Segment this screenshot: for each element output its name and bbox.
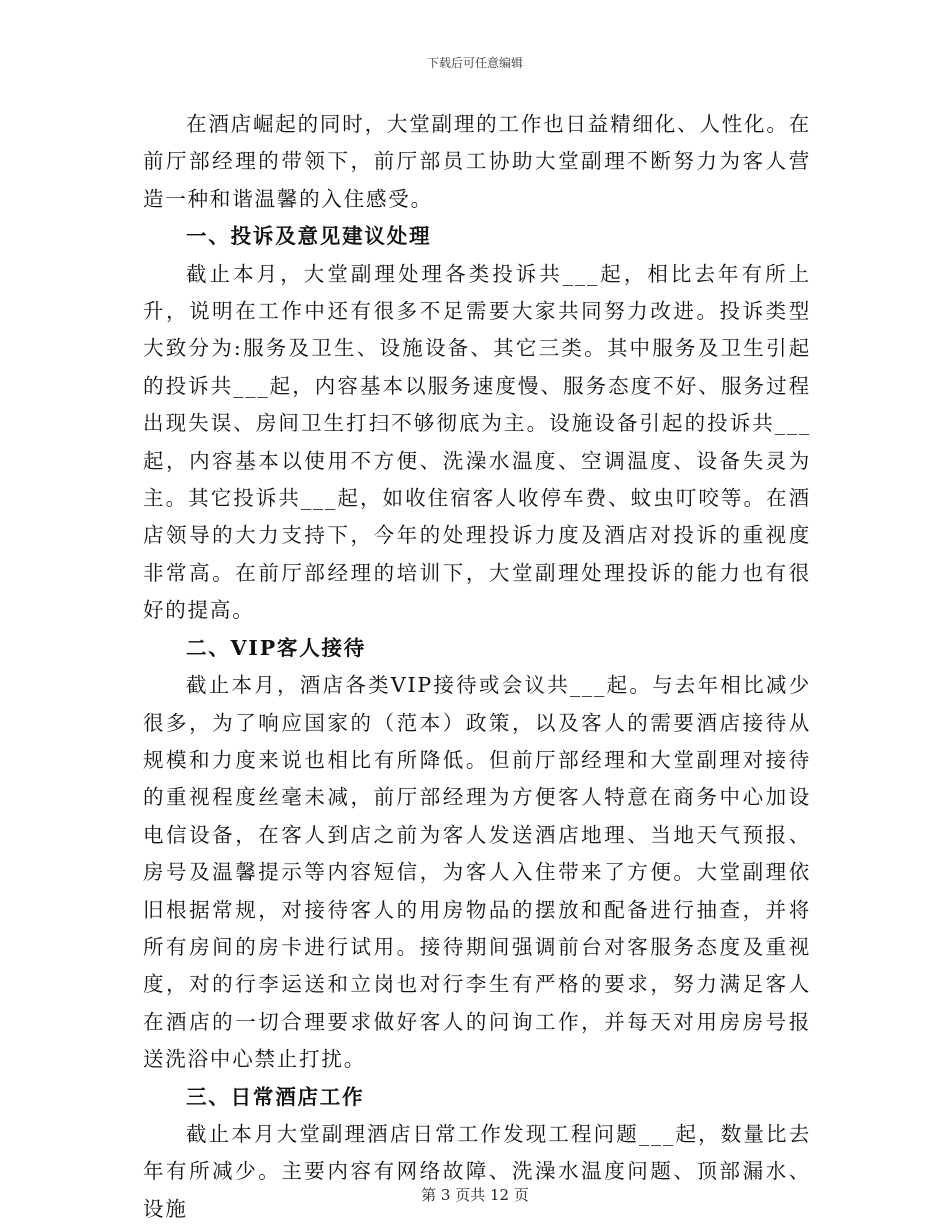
document-body bbox=[143, 106, 811, 1228]
section-text-complaints: 截止本月，大堂副理处理各类投诉共___起，相比去年有所上升，说明在工作中还有很多不足需要大家共同努力改进。投诉类型大致分为:服务及卫生、设施设备、其它三类。其中服务及卫生引起的投诉共___起，内容基本以服务速度慢、服务态度不好、服务过程出现失误、房间卫生打扫不够彻底为主。设施设备引起的投诉共___起，内容基本以使用不方便、洗澡水温度、空调温度、设备失灵为主。其它投诉共___起，如收住宿客人收停车费、蚊虫叮咬等。在酒店领导的大力支持下，今年的处理投诉力度及酒店对投诉的重视度非常高。在前厅部经理的培训下，大堂副理处理投诉的能力也有很好的提高。 bbox=[143, 261, 811, 623]
section-text-vip: 截止本月，酒店各类VIP接待或会议共___起。与去年相比减少很多，为了响应国家的（范本）政策，以及客人的需要酒店接待从规模和力度来说也相比有所降低。但前厅部经理和大堂副理对接待的重视程度丝毫未减，前厅部经理为方便客人特意在商务中心加设电信设备，在客人到店之前为客人发送酒店地理、当地天气预报、房号及温馨提示等内容短信，为客人入住带来了方便。大堂副理依旧根据常规，对接待客人的用房物品的摆放和配备进行抽查，并将所有房间的房卡进行试用。接待期间强调前台对客服务态度及重视度，对的行李运送和立岗也对行李生有严格的要求，努力满足客人在酒店的一切合理要求做好客人的问询工作，并每天对用房房号报送洗浴中心禁止打扰。 bbox=[143, 673, 811, 1072]
page-number-footer: 第 3 页共 12 页 bbox=[421, 1186, 529, 1204]
page-header-note: 下载后可任意编辑 bbox=[426, 56, 523, 70]
intro-paragraph: 在酒店崛起的同时，大堂副理的工作也日益精细化、人性化。在前厅部经理的带领下，前厅部员工协助大堂副理不断努力为客人营造一种和谐温馨的入住感受。 bbox=[143, 112, 811, 211]
section-heading-vip: 二、VIP客人接待 bbox=[186, 635, 367, 660]
section-heading-complaints: 一、投诉及意见建议处理 bbox=[186, 224, 432, 249]
section-text-daily-work: 截止本月大堂副理酒店日常工作发现工程问题___起，数量比去年有所减少。主要内容有网络故障、洗澡水温度问题、顶部漏水、设施 bbox=[143, 1121, 811, 1221]
section-heading-daily-work: 三、日常酒店工作 bbox=[186, 1084, 365, 1109]
